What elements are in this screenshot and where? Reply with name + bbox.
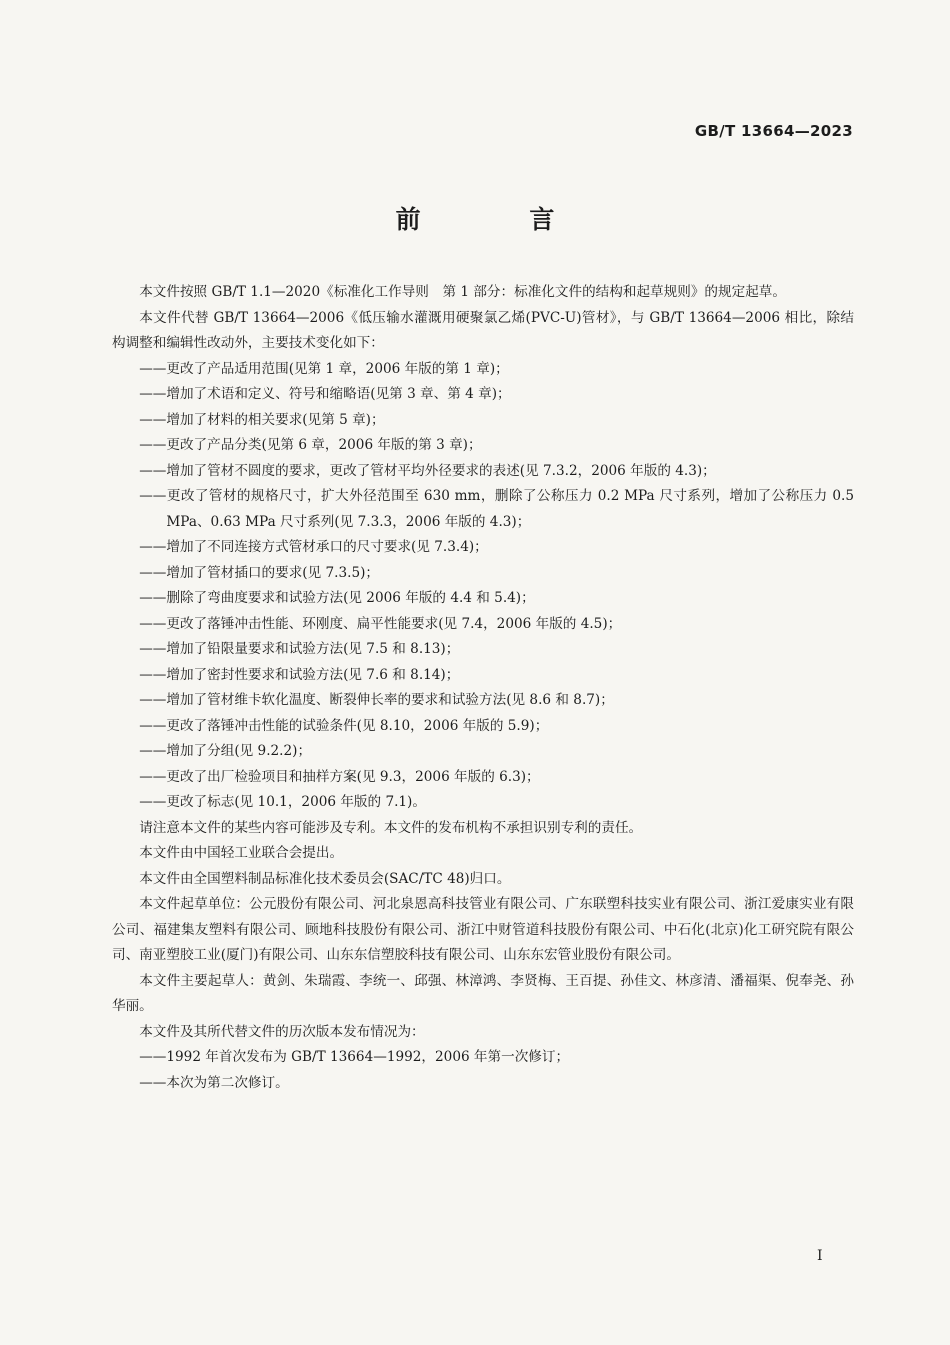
list-item: ——更改了出厂检验项目和抽样方案(见 9.3，2006 年版的 6.3)；: [139, 768, 540, 785]
list-item: ——本次为第二次修订。: [139, 1074, 289, 1091]
changes-list: [112, 357, 854, 816]
list-item: ——更改了标志(见 10.1，2006 年版的 7.1)。: [139, 794, 426, 810]
list-item: ——增加了分组(见 9.2.2)；: [139, 743, 312, 759]
list-item: ——增加了术语和定义、符号和缩略语(见第 3 章、第 4 章)；: [139, 386, 511, 402]
drafting-units: 本文件起草单位：公元股份有限公司、河北泉恩高科技管业有限公司、广东联塑科技实业有限公司、浙江爱康实业有限公司、福建集友塑料有限公司、顾地科技股份有限公司、浙江中财管道科技股份有限公司、中石化(北京)化工研究院有限公司、南亚塑胶工业(厦门)有限公司、山东东信塑胶科技有限公司、山东东宏管业股份有限公司。: [112, 896, 854, 963]
list-item: ——增加了铅限量要求和试验方法(见 7.5 和 8.13)；: [139, 641, 460, 657]
list-item: ——增加了不同连接方式管材承口的尺寸要求(见 7.3.4)；: [139, 539, 488, 555]
list-item: ——增加了材料的相关要求(见第 5 章)；: [139, 411, 385, 428]
statement-paragraph: 本文件由全国塑料制品标准化技术委员会(SAC/TC 48)归口。: [139, 870, 511, 887]
history-list: [112, 1045, 854, 1096]
intro-paragraph: 本文件代替 GB/T 13664—2006《低压输水灌溉用硬聚氯乙烯(PVC-U)管材》，与 GB/T 13664—2006 相比，除结构调整和编辑性改动外，主要技术变化如下：: [112, 309, 854, 351]
page-number: I: [817, 1248, 823, 1264]
list-item: ——增加了管材维卡软化温度、断裂伸长率的要求和试验方法(见 8.6 和 8.7)；: [139, 692, 614, 708]
list-item: ——更改了落锤冲击性能的试验条件(见 8.10，2006 年版的 5.9)；: [139, 717, 549, 734]
list-item: ——删除了弯曲度要求和试验方法(见 2006 年版的 4.4 和 5.4)；: [139, 590, 535, 606]
list-item: ——更改了产品分类(见第 6 章，2006 年版的第 3 章)；: [139, 437, 482, 453]
standard-number: GB/T 13664—2023: [694, 122, 853, 140]
list-item: ——更改了管材的规格尺寸，扩大外径范围至 630 mm，删除了公称压力 0.2 MPa 尺寸系列，增加了公称压力 0.5 MPa、0.63 MPa 尺寸系列(见 7.3.3，2006 年版的 4.3)；: [139, 488, 854, 530]
list-item: ——更改了产品适用范围(见第 1 章，2006 年版的第 1 章)；: [139, 360, 509, 377]
intro-paragraph: 本文件按照 GB/T 1.1—2020《标准化工作导则 第 1 部分：标准化文件的结构和起草规则》的规定起草。: [139, 284, 786, 300]
statement-paragraph: 请注意本文件的某些内容可能涉及专利。本文件的发布机构不承担识别专利的责任。: [139, 819, 643, 836]
list-item: ——增加了管材不圆度的要求，更改了管材平均外径要求的表述(见 7.3.2，2006 年版的 4.3)；: [139, 462, 716, 479]
list-item: ——增加了管材插口的要求(见 7.3.5)；: [139, 564, 380, 581]
list-item: ——1992 年首次发布为 GB/T 13664—1992，2006 年第一次修订；: [139, 1049, 570, 1065]
drafters: 本文件主要起草人：黄剑、朱瑞霞、李统一、邱强、林漳鸿、李贤梅、王百提、孙佳文、林彦清、潘福渠、倪奉尧、孙华丽。: [112, 972, 854, 1014]
list-item: ——更改了落锤冲击性能、环刚度、扁平性能要求(见 7.4，2006 年版的 4.5)；: [139, 615, 622, 632]
statement-paragraph: 本文件由中国轻工业联合会提出。: [139, 845, 344, 861]
page-title: 前 言: [395, 205, 605, 234]
history-heading: 本文件及其所代替文件的历次版本发布情况为：: [139, 1023, 425, 1040]
list-item: ——增加了密封性要求和试验方法(见 7.6 和 8.14)；: [139, 666, 460, 683]
preface-body: [112, 280, 854, 1096]
